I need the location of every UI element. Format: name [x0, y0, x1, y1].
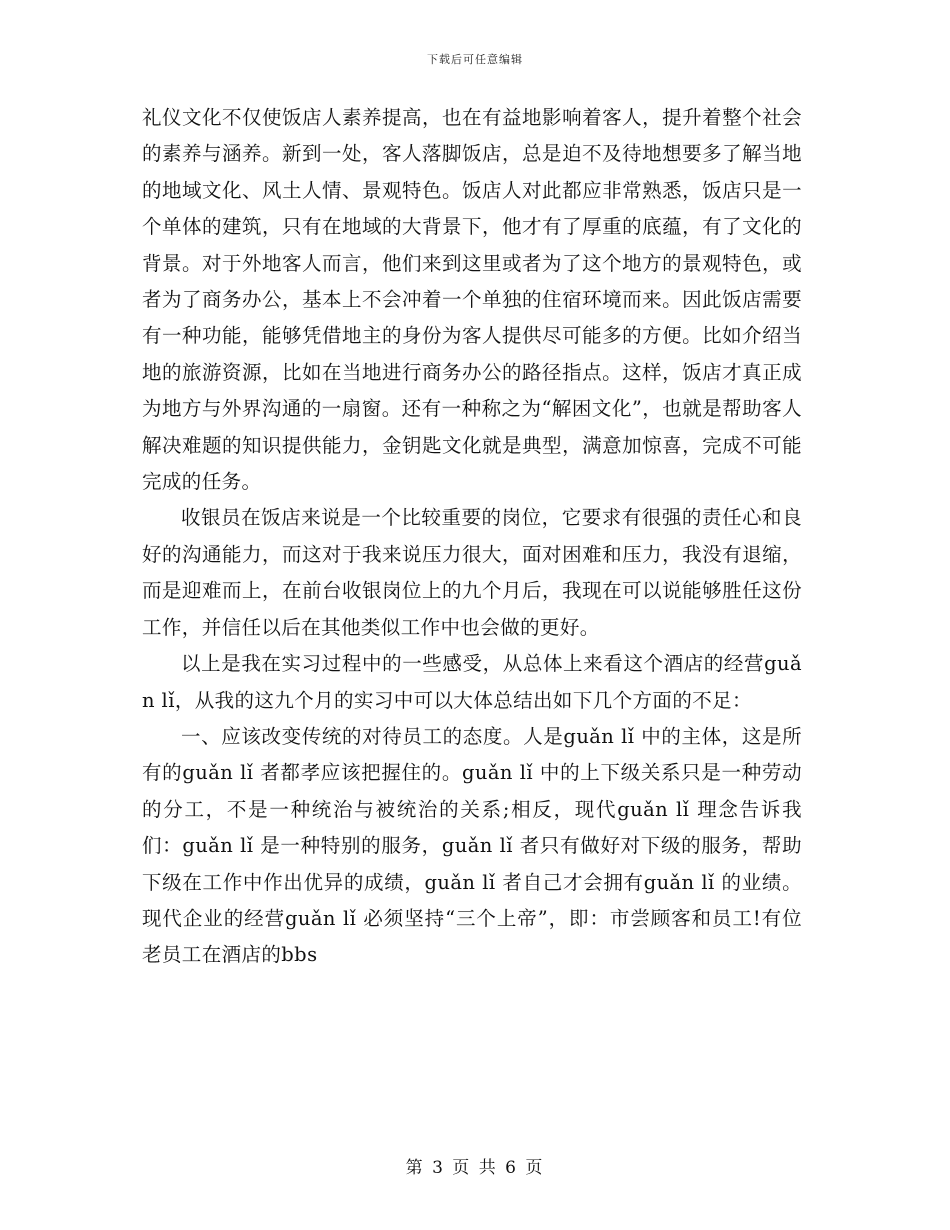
paragraph: 礼仪文化不仅使饭店人素养提高，也在有益地影响着客人，提升着整个社会的素养与涵养。新到一处，客人落脚饭店，总是迫不及待地想要多了解当地的地域文化、风土人情、景观特色。饭店人对此都应非常熟悉，饭店只是一个单体的建筑，只有在地域的大背景下，他才有了厚重的底蕴，有了文化的背景。对于外地客人而言，他们来到这里或者为了这个地方的景观特色，或者为了商务办公，基本上不会冲着一个单独的住宿环境而来。因此饭店需要有一种功能，能够凭借地主的身份为客人提供尽可能多的方便。比如介绍当地的旅游资源，比如在当地进行商务办公的路径指点。这样，饭店才真正成为地方与外界沟通的一扇窗。还有一种称之为“解困文化”，也就是帮助客人解决难题的知识提供能力，金钥匙文化就是典型，满意加惊喜，完成不可能完成的任务。	[142, 106, 802, 494]
page-number-footer: 第 3 页 共 6 页	[405, 1158, 545, 1178]
page-header: 下载后可任意编辑	[427, 53, 523, 66]
document-body	[142, 100, 802, 974]
paragraph: 一、应该改变传统的对待员工的态度。人是guǎn lǐ 中的主体，这是所有的guǎn lǐ 者都孝应该把握住的。guǎn lǐ 中的上下级关系只是一种劳动的分工，不是一种统治与被统治的关系;相反，现代guǎn lǐ 理念告诉我们：guǎn lǐ 是一种特别的服务，guǎn lǐ 者只有做好对下级的服务，帮助下级在工作中作出优异的成绩，guǎn lǐ 者自己才会拥有guǎn lǐ 的业绩。现代企业的经营guǎn lǐ 必须坚持“三个上帝”，即：市尝顾客和员工!有位老员工在酒店的bbs	[142, 724, 802, 967]
paragraph: 以上是我在实习过程中的一些感受，从总体上来看这个酒店的经营guǎn lǐ，从我的这九个月的实习中可以大体总结出如下几个方面的不足：	[142, 652, 802, 712]
paragraph: 收银员在饭店来说是一个比较重要的岗位，它要求有很强的责任心和良好的沟通能力，而这对于我来说压力很大，面对困难和压力，我没有退缩，而是迎难而上，在前台收银岗位上的九个月后，我现在可以说能够胜任这份工作，并信任以后在其他类似工作中也会做的更好。	[142, 506, 802, 639]
